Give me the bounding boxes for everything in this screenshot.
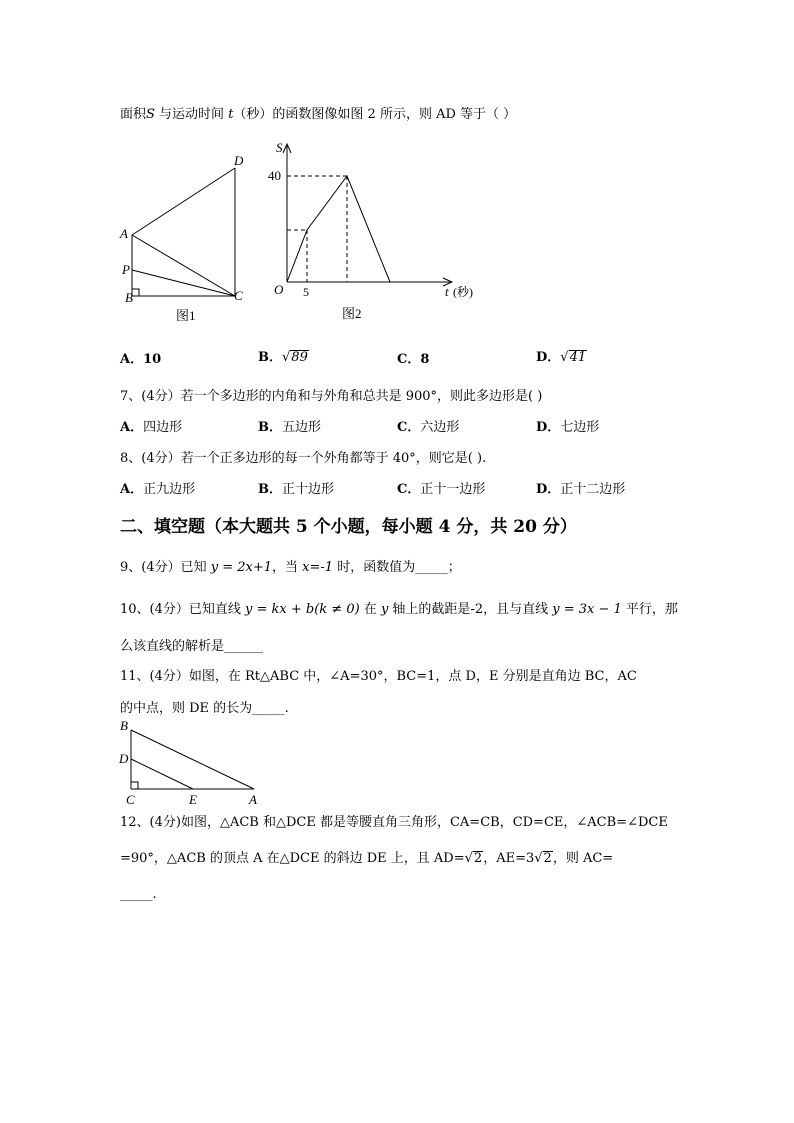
- option-key: A．: [120, 482, 144, 497]
- q9-part: 时，函数值为_____；: [333, 560, 461, 575]
- q6-option-b[interactable]: [258, 346, 309, 365]
- option-value: 89: [291, 350, 308, 365]
- q12-part: ，AE=3: [483, 851, 535, 866]
- fig1-caption: 图1: [176, 308, 196, 323]
- q7-option-c[interactable]: [397, 416, 459, 435]
- q11-label-c: C: [126, 792, 135, 807]
- q7-option-b[interactable]: [258, 416, 321, 435]
- sqrt-sign-icon: √: [560, 350, 569, 365]
- option-value: 四边形: [143, 420, 183, 435]
- option-key: D．: [536, 420, 561, 435]
- option-key: D．: [536, 482, 561, 497]
- q12-stem-line3: _____.: [120, 887, 157, 902]
- fig2-caption: 图2: [342, 306, 362, 321]
- option-key: B．: [258, 350, 282, 365]
- q10-part: 平行，那: [621, 602, 678, 617]
- fig2-tick-5: 5: [303, 285, 309, 299]
- option-value: 10: [143, 352, 162, 367]
- option-key: C．: [397, 420, 421, 435]
- q8-option-d[interactable]: [536, 478, 625, 497]
- option-value: 五边形: [282, 420, 322, 435]
- q6-stem-var-s: S: [146, 107, 155, 122]
- fig2-origin: O: [274, 282, 284, 297]
- q10-stem: [120, 598, 678, 617]
- q12-part: ，则 AC=: [552, 851, 614, 866]
- option-value: 正十边形: [282, 482, 335, 497]
- fig2-axis-t: t: [445, 284, 449, 299]
- option-value: 正十一边形: [420, 482, 486, 497]
- q6-stem-var-t: t: [228, 107, 234, 122]
- section-title: 二、填空题（本大题共 5 个小题，每小题 4 分，共 20 分）: [120, 517, 577, 537]
- option-key: B．: [258, 482, 282, 497]
- option-value: 七边形: [560, 420, 600, 435]
- q6-stem-part: 与运动时间: [154, 107, 229, 122]
- q7-option-d[interactable]: [536, 416, 599, 435]
- option-key: A．: [120, 352, 144, 367]
- option-key: A．: [120, 420, 144, 435]
- fig1-label-c: C: [234, 288, 243, 303]
- q6-option-a[interactable]: [120, 348, 161, 367]
- fig1-label-a: A: [120, 226, 128, 241]
- figure-1: [118, 150, 258, 330]
- option-key: B．: [258, 420, 282, 435]
- q11-stem: 11、(4分）如图，在 Rt△ABC 中，∠A=30°，BC=1，点 D，E 分别是直角边 BC，AC: [120, 669, 637, 684]
- q8-option-a[interactable]: [120, 478, 195, 497]
- sqrt-sign-icon: √: [534, 851, 543, 866]
- fig2-tick-40: 40: [268, 168, 281, 183]
- fig1-label-p: P: [122, 262, 130, 277]
- q11-label-e: E: [189, 792, 197, 807]
- q8-stem: 8、(4分）若一个正多边形的每一个外角都等于 40°，则它是( ).: [120, 451, 487, 466]
- option-key: D．: [536, 350, 561, 365]
- q12-stem-line2: [120, 847, 613, 866]
- fig2-axis-unit: (秒): [453, 285, 473, 299]
- q12-stem: 12、(4分)如图，△ACB 和△DCE 都是等腰直角三角形，CA=CB，CD=CE，∠ACB=∠DCE: [120, 815, 668, 830]
- q11-label-a: A: [249, 792, 257, 807]
- q11-stem-line2: 的中点，则 DE 的长为_____.: [120, 701, 289, 716]
- q10-part: 在: [359, 602, 381, 617]
- option-value: 正九边形: [143, 482, 196, 497]
- q6-stem-part: 面积: [120, 107, 147, 122]
- q6-stem: [120, 103, 516, 122]
- q10-part: 轴上的截距是-2，且与直线: [388, 602, 553, 617]
- q9-stem: [120, 556, 461, 575]
- sqrt-sign-icon: √: [464, 851, 473, 866]
- q9-part: 9、(4分）已知: [120, 560, 211, 575]
- q8-option-c[interactable]: [397, 478, 485, 497]
- q12-radicand: 2: [543, 851, 552, 866]
- q9-x-value: x=-1: [302, 560, 334, 575]
- option-key: C．: [397, 352, 421, 367]
- option-key: C．: [397, 482, 421, 497]
- q12-radicand: 2: [473, 851, 483, 866]
- option-value: 8: [420, 352, 430, 367]
- option-value: 六边形: [420, 420, 460, 435]
- option-value: 正十二边形: [560, 482, 626, 497]
- q10-equation-2: y = 3x − 1: [552, 602, 622, 617]
- q11-label-d: D: [119, 751, 129, 766]
- q7-option-a[interactable]: [120, 416, 182, 435]
- q10-var-y: y: [380, 602, 389, 617]
- sqrt-sign-icon: √: [282, 350, 291, 365]
- q6-option-c[interactable]: [397, 348, 429, 367]
- q11-label-b: B: [120, 718, 128, 733]
- q6-option-d[interactable]: [536, 346, 587, 365]
- q8-option-b[interactable]: [258, 478, 334, 497]
- q10-stem-line2: 么该直线的解析是______: [120, 639, 264, 654]
- q9-part: ，当: [272, 560, 303, 575]
- q7-stem: 7、(4分）若一个多边形的内角和与外角和总共是 900°，则此多边形是( ): [120, 389, 543, 404]
- q6-stem-part: （秒）的函数图像如图 2 所示，则 AD 等于（ ）: [233, 107, 517, 122]
- option-value: 41: [569, 350, 587, 365]
- figure-q11: [116, 717, 266, 809]
- fig1-label-d: D: [234, 153, 244, 168]
- q10-equation-1: y = kx + b(k ≠ 0): [245, 602, 360, 617]
- q10-part: 10、(4分）已知直线: [120, 602, 246, 617]
- q9-equation: y = 2x+1: [210, 560, 273, 575]
- figure-2: [265, 138, 495, 330]
- fig2-axis-s: S: [276, 140, 283, 155]
- fig1-label-b: B: [125, 290, 133, 305]
- q12-part: =90°，△ACB 的顶点 A 在△DCE 的斜边 DE 上，且 AD=: [120, 851, 465, 866]
